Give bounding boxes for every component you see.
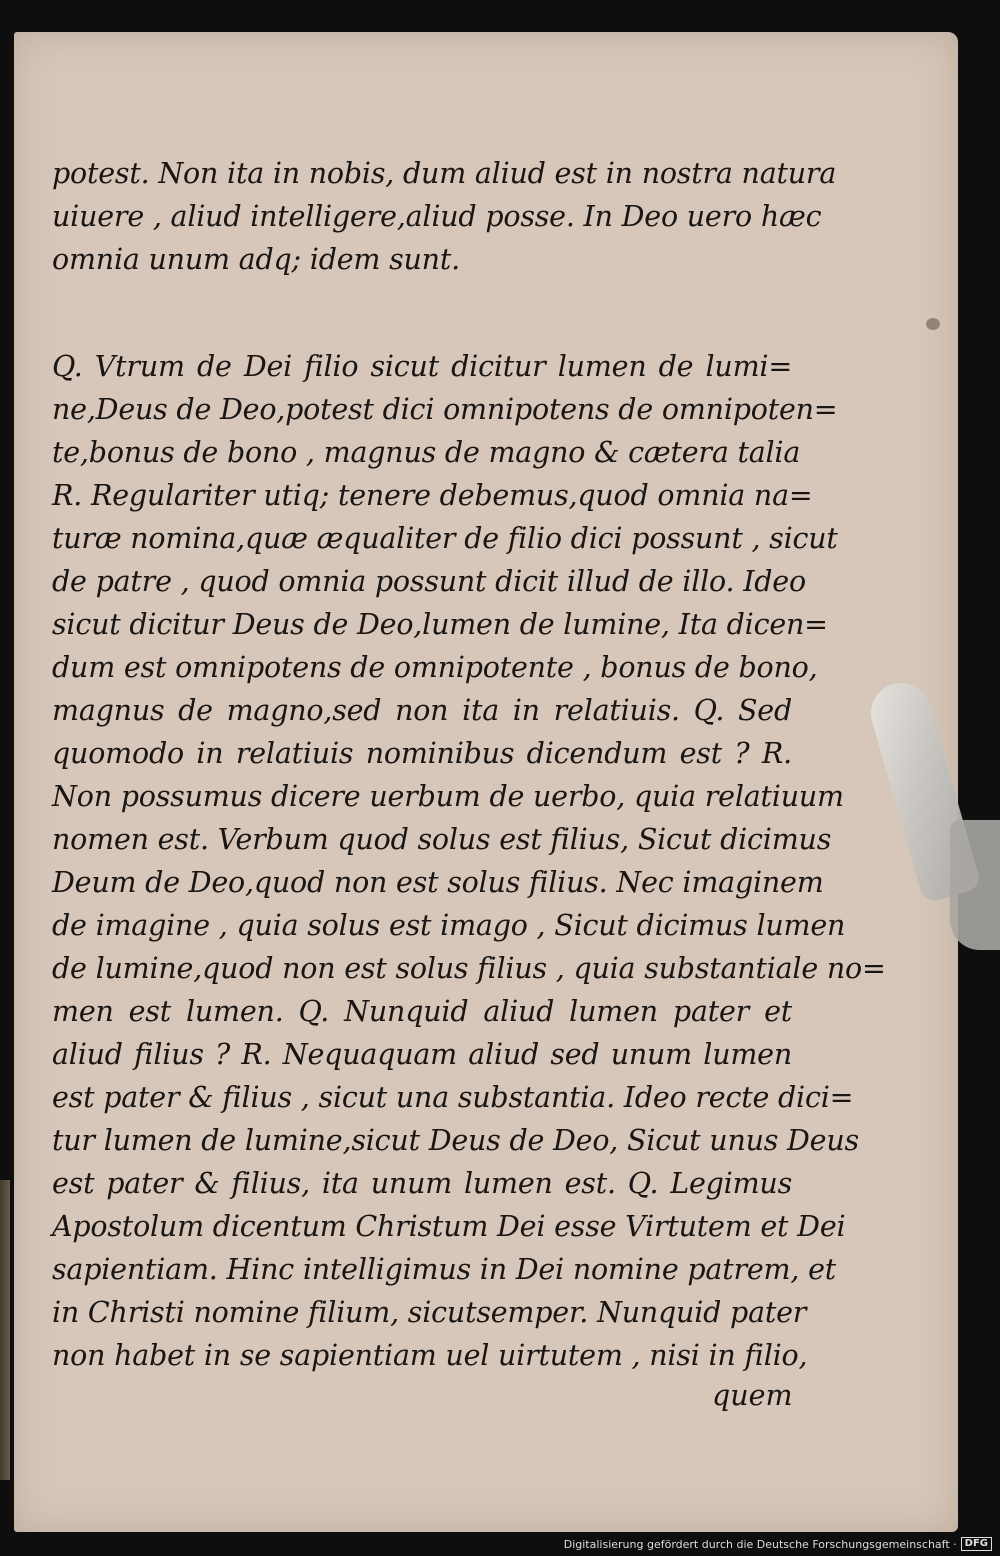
text-line: omnia unum adq; idem sunt.	[52, 243, 460, 276]
text-line: non habet in se sapientiam uel uirtutem , nisi in filio,	[52, 1339, 808, 1372]
text-line: tur lumen de lumine,sicut Deus de Deo, Sicut unus Deus	[52, 1124, 859, 1157]
digitization-credit	[564, 1537, 992, 1551]
text-line: men est lumen. Q. Nunquid aliud lumen pater et	[52, 995, 792, 1028]
text-line: uiuere , aliud intelligere,aliud posse. In Deo uero hæc	[52, 200, 822, 233]
text-line: aliud filius ? R. Nequaquam aliud sed unum lumen	[52, 1038, 792, 1071]
binding-edge	[0, 1180, 10, 1480]
text-line: est pater & filius , sicut una substantia. Ideo recte dici=	[52, 1081, 854, 1114]
text-line: de patre , quod omnia possunt dicit illud de illo. Ideo	[52, 565, 806, 598]
dfg-logo: DFG	[961, 1537, 992, 1551]
text-line: Deum de Deo,quod non est solus filius. Nec imaginem	[52, 866, 824, 899]
catchword: quem	[712, 1379, 793, 1412]
text-line: magnus de magno,sed non ita in relatiuis. Q. Sed	[52, 694, 792, 727]
text-line: Non possumus dicere uerbum de uerbo, quia relatiuum	[52, 780, 844, 813]
paragraph-1	[52, 152, 837, 281]
text-line: Q. Vtrum de Dei filio sicut dicitur lumen de lumi=	[52, 350, 792, 383]
paragraph-gap	[52, 281, 792, 345]
paragraph-2	[52, 345, 886, 1377]
text-line: ne,Deus de Deo,potest dici omnipotens de omnipoten=	[52, 393, 838, 426]
text-line: de lumine,quod non est solus filius , quia substantiale no=	[52, 952, 886, 985]
text-line: in Christi nomine filium, sicutsemper. Nunquid pater	[52, 1296, 807, 1329]
text-line: R. Regulariter utiq; tenere debemus,quod omnia na=	[52, 479, 813, 512]
text-line: quomodo in relatiuis nominibus dicendum est ? R.	[52, 737, 792, 770]
text-line: sicut dicitur Deus de Deo,lumen de lumine, Ita dicen=	[52, 608, 828, 641]
glass-weight-base	[950, 820, 1000, 950]
text-line: turæ nomina,quæ æqualiter de filio dici possunt , sicut	[52, 522, 838, 555]
text-line: dum est omnipotens de omnipotente , bonus de bono,	[52, 651, 818, 684]
text-line: potest. Non ita in nobis, dum aliud est in nostra natura	[52, 157, 837, 190]
credit-text: Digitalisierung gefördert durch die Deutsche Forschungsgemeinschaft ·	[563, 1537, 957, 1551]
text-line: Apostolum dicentum Christum Dei esse Virtutem et Dei	[52, 1210, 846, 1243]
text-line: de imagine , quia solus est imago , Sicut dicimus lumen	[52, 909, 846, 942]
text-line: te,bonus de bono , magnus de magno & cætera talia	[52, 436, 801, 469]
page-body-text	[52, 152, 886, 1377]
ink-stain	[926, 318, 940, 330]
text-line: est pater & filius, ita unum lumen est. Q. Legimus	[52, 1167, 792, 1200]
text-line: nomen est. Verbum quod solus est filius, Sicut dicimus	[52, 823, 832, 856]
text-line: sapientiam. Hinc intelligimus in Dei nomine patrem, et	[52, 1253, 836, 1286]
